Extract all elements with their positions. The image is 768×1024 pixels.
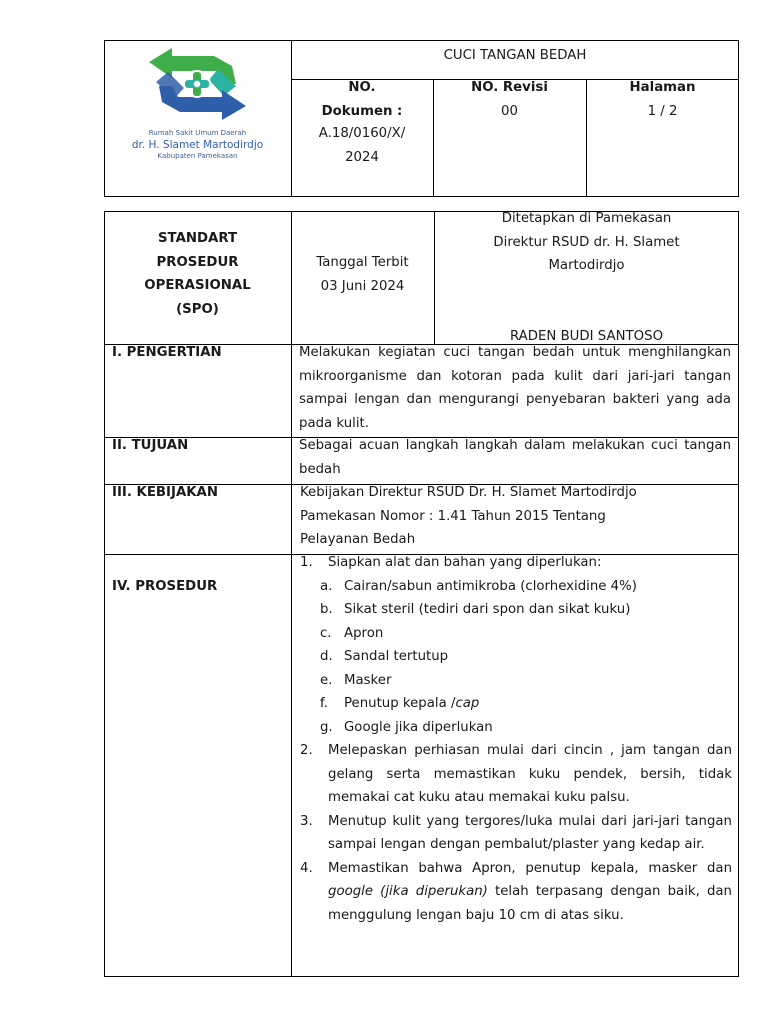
section-label-tujuan: II. TUJUAN (112, 438, 189, 453)
sub-item-text: Penutup kepala / (344, 696, 456, 711)
procedure-list (300, 551, 732, 927)
sub-item-italic: cap (455, 696, 480, 711)
approval-line-2: Direktur RSUD dr. H. Slamet (493, 234, 680, 250)
spo-label-line-4: (SPO) (176, 301, 219, 317)
procedure-step-2 (300, 739, 732, 810)
doc-number-value-line-1: A.18/0160/X/ (318, 126, 406, 141)
section-text-pengertian: Melakukan kegiatan cuci tangan bedah untuk menghilangkan mikroorganisme dan kotoran pada kulit dari jari-jari tangan sampai lengan dan mengurangi penyebaran bakteri yang ada pada kulit. (299, 345, 731, 431)
step-number: 3. (300, 813, 313, 829)
procedure-step-3 (300, 810, 732, 857)
sub-item-text: Cairan/sabun antimikroba (clorhexidine 4%) (344, 578, 637, 594)
step-text: Menutup kulit yang tergores/luka mulai dari jari-jari tangan sampai lengan dengan pembalut/plaster yang kedap air. (328, 813, 732, 852)
revision-cell (433, 76, 586, 123)
step-number: 2. (300, 743, 313, 758)
sub-item-mark: e. (320, 672, 333, 688)
spo-label-line-3: OPERASIONAL (144, 278, 251, 293)
sub-item-mark: b. (320, 602, 333, 617)
sub-item-mark: d. (320, 649, 333, 664)
approval-cell (434, 207, 739, 278)
procedure-step-4 (300, 857, 732, 928)
step-number: 1. (300, 555, 313, 570)
section-text-tujuan: Sebagai acuan langkah langkah dalam melakukan cuci tangan bedah (299, 438, 731, 477)
procedure-sub-list (300, 575, 732, 740)
sub-item-mark: f. (320, 696, 328, 711)
doc-number-value (291, 122, 433, 169)
approval-line-3: Martodirdjo (548, 258, 625, 273)
page-label: Halaman (629, 80, 696, 95)
kebijakan-line-3: Pelayanan Bedah (300, 532, 416, 547)
step-text-end: telah terpasang dengan baik, dan menggulung lengan baju 10 cm di atas siku. (328, 884, 732, 923)
step-number: 4. (300, 860, 313, 876)
page-value: 1 / 2 (647, 103, 678, 119)
revision-value: 00 (501, 103, 518, 119)
section-label-kebijakan: III. KEBIJAKAN (112, 485, 218, 500)
spo-label (104, 227, 291, 321)
sub-item (320, 692, 732, 716)
procedure-step-1 (300, 551, 732, 575)
signer-name: RADEN BUDI SANTOSO (509, 329, 664, 344)
page-cell (586, 76, 739, 123)
doc-number-label-line-2: Dokumen : (321, 103, 403, 119)
approval-line-1: Ditetapkan di Pamekasan (501, 211, 672, 226)
kebijakan-line-2: Pamekasan Nomor : 1.41 Tahun 2015 Tentang (300, 508, 606, 524)
sub-item-mark: a. (320, 578, 333, 594)
sub-item (320, 598, 732, 622)
revision-label: NO. Revisi (471, 80, 548, 95)
step-text-italic: google (jika diperukan) (328, 884, 488, 899)
sub-item-text: Masker (344, 672, 392, 688)
kebijakan-line-1: Kebijakan Direktur RSUD Dr. H. Slamet Martodirdjo (300, 485, 637, 500)
spo-label-line-1: STANDART (157, 231, 238, 246)
spo-col-divider (291, 211, 292, 977)
sub-item (320, 622, 732, 646)
section-label-prosedur: IV. PROSEDUR (112, 579, 218, 594)
doc-number-value-line-2: 2024 (345, 149, 379, 165)
step-text: Memastikan bahwa Apron, penutup kepala, masker dan (328, 860, 732, 876)
issue-date-label: Tanggal Terbit (316, 255, 409, 270)
sub-item (320, 669, 732, 693)
section-text-kebijakan (300, 481, 732, 552)
issue-date-cell (291, 251, 434, 298)
section-label-pengertian: I. PENGERTIAN (112, 345, 222, 360)
step-text: Melepaskan perhiasan mulai dari cincin , jam tangan dan gelang serta memastikan kuku pendek, bersih, tidak memakai cat kuku atau memakai kuku palsu. (328, 743, 732, 805)
sub-item-text: Google jika diperlukan (344, 719, 493, 735)
hospital-logo-icon (104, 44, 291, 134)
doc-number-label (291, 76, 433, 123)
sub-item-text: Sikat steril (tediri dari spon dan sikat kuku) (344, 602, 631, 617)
doc-number-label-line-1: NO. (348, 80, 376, 95)
step-text: Siapkan alat dan bahan yang diperlukan: (328, 555, 602, 570)
logo-small-line: Rumah Sakit Umum Daerah (148, 129, 247, 137)
sub-item-mark: g. (320, 719, 333, 735)
sub-item (320, 716, 732, 740)
sub-item-mark: c. (320, 625, 332, 641)
sub-item-text: Sandal tertutup (344, 649, 449, 664)
sub-item (320, 645, 732, 669)
sub-item-text: Apron (344, 625, 384, 641)
logo-hospital-name: dr. H. Slamet Martodirdjo (131, 139, 264, 151)
hospital-logo (104, 40, 291, 197)
sub-item (320, 575, 732, 599)
document-title: CUCI TANGAN BEDAH (443, 48, 587, 63)
issue-date-value: 03 Juni 2024 (320, 278, 405, 294)
logo-region: Kabupaten Pamekasan (157, 152, 238, 160)
spo-label-line-2: PROSEDUR (156, 254, 239, 270)
